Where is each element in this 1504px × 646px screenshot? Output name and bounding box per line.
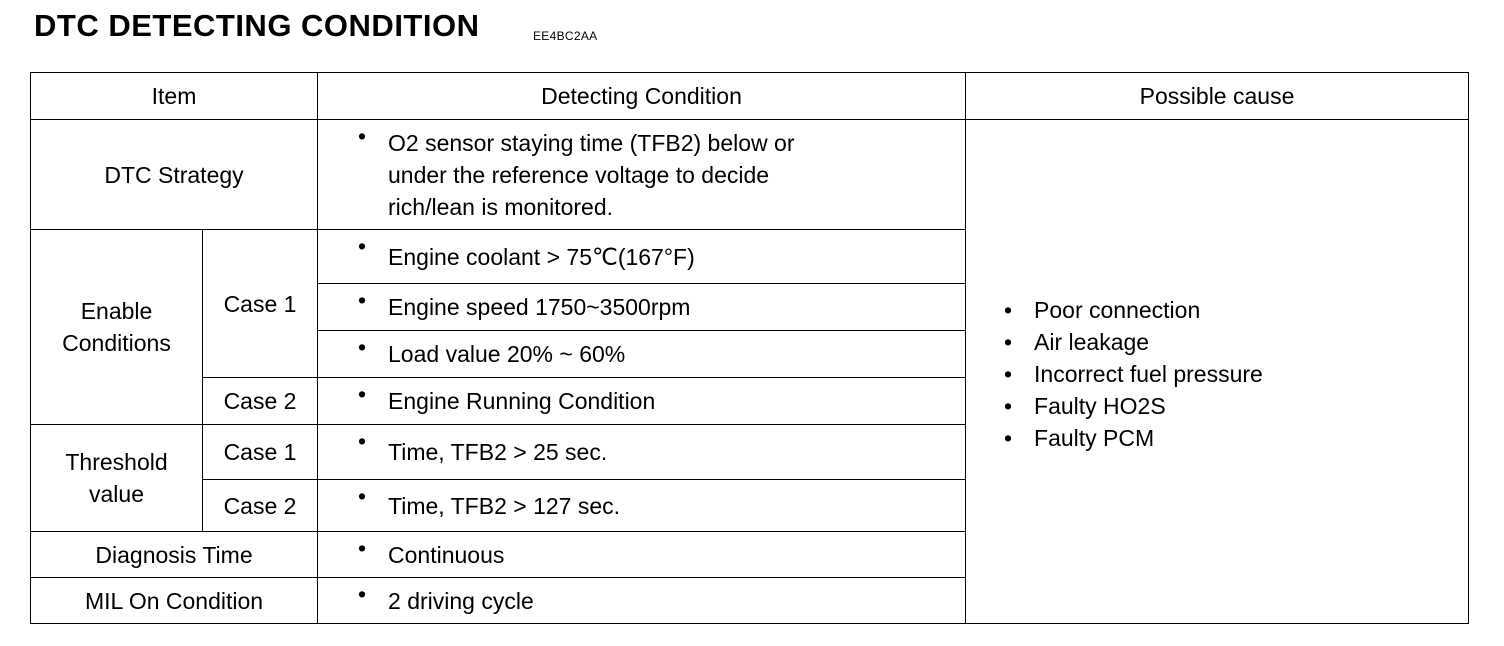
bullet-icon: • bbox=[358, 483, 367, 509]
column-header-item: Item bbox=[31, 73, 318, 120]
strategy-condition bbox=[318, 120, 966, 230]
enable-case1-condition: • Engine speed 1750~3500rpm bbox=[318, 284, 966, 331]
dtc-condition-table bbox=[30, 72, 1469, 624]
enable-case1-condition: • Load value 20% ~ 60% bbox=[318, 331, 966, 378]
row-label-threshold: Threshold value bbox=[31, 425, 203, 532]
bullet-icon: • bbox=[358, 123, 367, 149]
bullet-icon: • bbox=[1004, 361, 1013, 387]
column-header-condition: Detecting Condition bbox=[318, 73, 966, 120]
possible-causes-list bbox=[1004, 294, 1468, 454]
enable-case2-condition: • Engine Running Condition bbox=[318, 378, 966, 425]
list-item: • Faulty PCM bbox=[1004, 422, 1468, 454]
case-label: Case 2 bbox=[203, 378, 318, 425]
table-header-row bbox=[31, 73, 1469, 120]
document-code: EE4BC2AA bbox=[533, 29, 598, 43]
case-label: Case 1 bbox=[203, 425, 318, 480]
mil-condition: • 2 driving cycle bbox=[318, 578, 966, 624]
possible-causes-cell bbox=[966, 120, 1469, 624]
row-label-enable: Enable Conditions bbox=[31, 230, 203, 425]
list-item: • Poor connection bbox=[1004, 294, 1468, 326]
bullet-icon: • bbox=[358, 334, 367, 360]
row-label-diagnosis: Diagnosis Time bbox=[31, 532, 318, 578]
bullet-icon: • bbox=[1004, 297, 1013, 323]
row-label-strategy: DTC Strategy bbox=[31, 120, 318, 230]
strategy-line: rich/lean is monitored. bbox=[388, 193, 614, 220]
bullet-icon: • bbox=[358, 233, 367, 259]
diagnosis-condition: • Continuous bbox=[318, 532, 966, 578]
strategy-line: under the reference voltage to decide bbox=[388, 161, 770, 188]
threshold-case2-condition: • Time, TFB2 > 127 sec. bbox=[318, 480, 966, 532]
bullet-icon: • bbox=[358, 535, 367, 561]
row-label-mil: MIL On Condition bbox=[31, 578, 318, 624]
bullet-icon: • bbox=[358, 381, 367, 407]
strategy-line: O2 sensor staying time (TFB2) below or bbox=[388, 129, 795, 156]
bullet-icon: • bbox=[358, 581, 367, 607]
column-header-cause: Possible cause bbox=[966, 73, 1469, 120]
case-label: Case 1 bbox=[203, 230, 318, 378]
list-item: • Incorrect fuel pressure bbox=[1004, 358, 1468, 390]
case-label: Case 2 bbox=[203, 480, 318, 532]
table-row bbox=[31, 120, 1469, 230]
page-title: DTC DETECTING CONDITION bbox=[34, 8, 480, 43]
enable-case1-condition: • Engine coolant > 75℃(167°F) bbox=[318, 230, 966, 284]
list-item: • Air leakage bbox=[1004, 326, 1468, 358]
threshold-case1-condition: • Time, TFB2 > 25 sec. bbox=[318, 425, 966, 480]
bullet-icon: • bbox=[358, 287, 367, 313]
list-item: • Faulty HO2S bbox=[1004, 390, 1468, 422]
bullet-icon: • bbox=[358, 428, 367, 454]
bullet-icon: • bbox=[1004, 425, 1013, 451]
bullet-icon: • bbox=[1004, 329, 1013, 355]
bullet-icon: • bbox=[1004, 393, 1013, 419]
